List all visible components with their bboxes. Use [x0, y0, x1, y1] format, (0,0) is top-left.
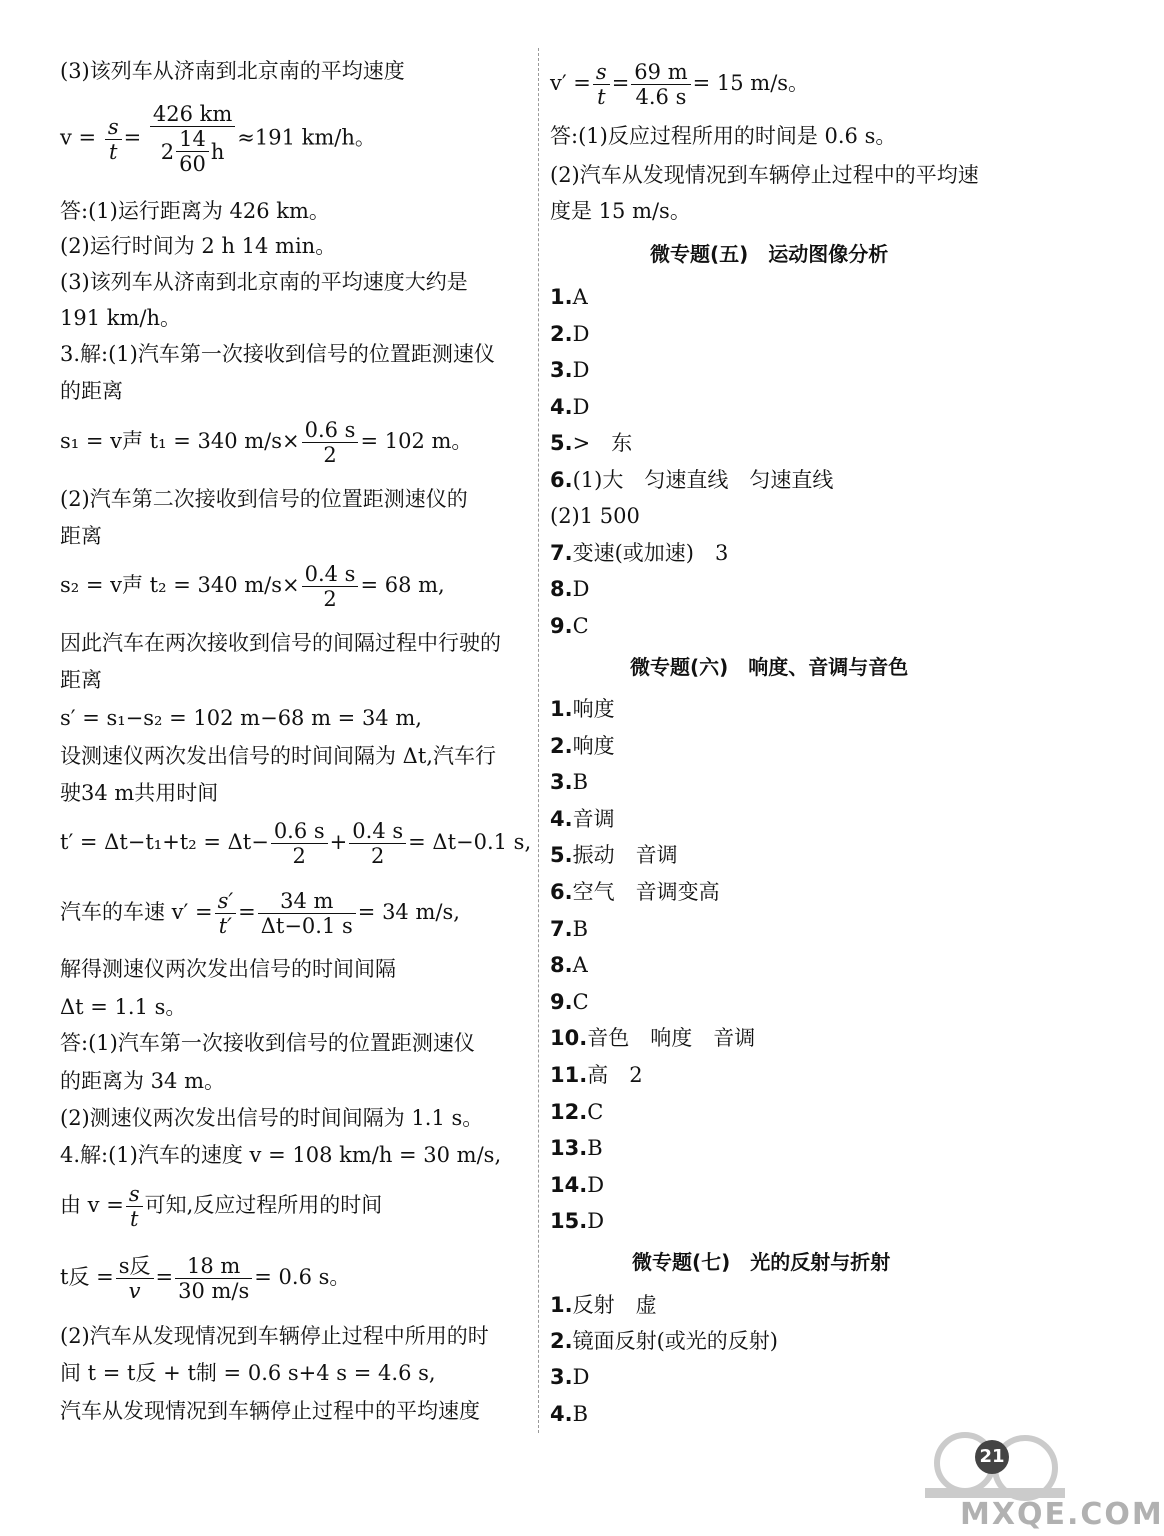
text-line: 驶34 m共用时间: [60, 781, 219, 805]
text-line: 191 km/h。: [60, 306, 181, 330]
eq-lhs: v =: [60, 125, 97, 150]
answer-item: 12.C: [550, 1099, 604, 1124]
answer-item: 7.变速(或加速) 3: [550, 540, 729, 565]
answer-item: 2.响度: [550, 733, 615, 758]
text-line: Δt = 1.1 s。: [60, 995, 187, 1019]
answer-item: 1.反射 虚: [550, 1293, 657, 1317]
text-line: 的距离为 34 m。: [60, 1069, 225, 1093]
text-line: (3)该列车从济南到北京南的平均速度大约是: [60, 270, 468, 294]
text-line: 度是 15 m/s。: [550, 199, 691, 223]
answer-item: 6.(1)大 匀速直线 匀速直线: [550, 467, 834, 492]
section-heading-6: 微专题(六) 响度、音调与音色: [630, 655, 909, 679]
answer-item: 2.镜面反射(或光的反射): [550, 1329, 778, 1354]
answer-item: 8.D: [550, 577, 590, 601]
text-line: 因此汽车在两次接收到信号的间隔过程中行驶的: [60, 631, 501, 655]
text-line: (2)汽车从发现情况到车辆停止过程中所用的时: [60, 1324, 489, 1348]
answer-item: 5.> 东: [550, 431, 633, 455]
eq-result: ≈191 km/h。: [237, 125, 376, 150]
answer-item: 15.D: [550, 1209, 605, 1234]
answer-item: 5.振动 音调: [550, 843, 678, 868]
answer-item: (2)1 500: [550, 504, 640, 528]
text-line: 间 t = t反 + t制 = 0.6 s+4 s = 4.6 s,: [60, 1361, 436, 1385]
text-line: 4.解:(1)汽车的速度 v = 108 km/h = 30 m/s,: [60, 1143, 502, 1167]
text-line: 答:(1)运行距离为 426 km。: [60, 199, 330, 223]
text-line: 的距离: [60, 379, 123, 403]
text-line: (2)汽车从发现情况到车辆停止过程中的平均速: [550, 163, 979, 187]
equation-average-speed: v = $\frac{s}{t}$ = 426 km 2 $\frac{14}{60}$ h ≈191 km/h。: [60, 102, 376, 177]
answer-item: 13.B: [550, 1136, 603, 1161]
equation-avg-speed-2: v′ = $\frac{s}{t}$ = $\frac{69 m}{4.6 s}$ = 15 m/s。: [550, 60, 810, 110]
answer-item: 9.C: [550, 613, 589, 638]
text-line: 答:(1)汽车第一次接收到信号的位置距测速仪: [60, 1031, 475, 1055]
section-heading-5: 微专题(五) 运动图像分析: [650, 242, 889, 266]
answer-item: 10.音色 响度 音调: [550, 1026, 756, 1051]
equation-t-prime: t′ = Δt−t₁+t₂ = Δt− $\frac{0.6 s}{2}$ + $\frac{0.4 s}{2}$ = Δt−0.1 s,: [60, 819, 532, 869]
answer-item: 4.音调: [550, 806, 615, 831]
text-line: 距离: [60, 668, 102, 692]
equation-s1: s₁ = v声 t₁ = 340 m/s× $\frac{0.6 s}{2}$ = 102 m。: [60, 418, 473, 468]
answer-item: 2.D: [550, 321, 590, 346]
text-line: (2)测速仪两次发出信号的时间间隔为 1.1 s。: [60, 1106, 484, 1130]
text-line: 解得测速仪两次发出信号的时间间隔: [60, 957, 396, 981]
section-heading-7: 微专题(七) 光的反射与折射: [632, 1250, 891, 1274]
answer-item: 7.B: [550, 916, 589, 941]
answer-item: 4.B: [550, 1401, 589, 1426]
answer-item: 6.空气 音调变高: [550, 880, 720, 904]
equation-v-def: 由 v = $\frac{s}{t}$ 可知,反应过程所用的时间: [60, 1182, 383, 1232]
text-line: 3.解:(1)汽车第一次接收到信号的位置距测速仪: [60, 342, 495, 366]
fraction: $\frac{s}{t}$: [105, 115, 122, 164]
answer-item: 11.高 2: [550, 1063, 643, 1087]
fraction: 426 km 2 $\frac{14}{60}$ h: [150, 102, 235, 176]
text-line: 设测速仪两次发出信号的时间间隔为 Δt,汽车行: [60, 744, 496, 768]
text-line: s′ = s₁−s₂ = 102 m−68 m = 34 m,: [60, 706, 422, 730]
answer-item: 3.B: [550, 770, 589, 795]
answer-item: 9.C: [550, 989, 589, 1014]
text-line: (2)汽车第二次接收到信号的位置距测速仪的: [60, 487, 468, 511]
text-line: (2)运行时间为 2 h 14 min。: [60, 234, 337, 258]
answer-item: 8.A: [550, 953, 588, 978]
text-line: 答:(1)反应过程所用的时间是 0.6 s。: [550, 124, 897, 148]
answer-item: 1.响度: [550, 697, 615, 721]
equation-s2: s₂ = v声 t₂ = 340 m/s× $\frac{0.4 s}{2}$ = 68 m,: [60, 562, 445, 612]
watermark-text: MXQE.COM: [960, 1497, 1164, 1532]
equation-car-speed: 汽车的车速 v′ = $\frac{s'}{t'}$ = $\frac{34 m}{\Delta t-0.1 s}$ = 34 m/s,: [60, 889, 460, 939]
text-line: 汽车从发现情况到车辆停止过程中的平均速度: [60, 1399, 480, 1423]
equation-reaction-time: t反 = $\frac{\text{s反}}{v}$ = $\frac{18 m}{30 m/s}$ = 0.6 s。: [60, 1254, 351, 1304]
answer-item: 3.D: [550, 1365, 590, 1390]
answer-item: 14.D: [550, 1172, 605, 1197]
page-number: 21: [975, 1440, 1009, 1474]
answer-item: 4.D: [550, 394, 590, 419]
text-line: (3)该列车从济南到北京南的平均速度: [60, 59, 405, 83]
text-line: 距离: [60, 524, 102, 548]
answer-item: 1.A: [550, 285, 588, 309]
answer-item: 3.D: [550, 358, 590, 382]
column-divider: [538, 48, 539, 1433]
